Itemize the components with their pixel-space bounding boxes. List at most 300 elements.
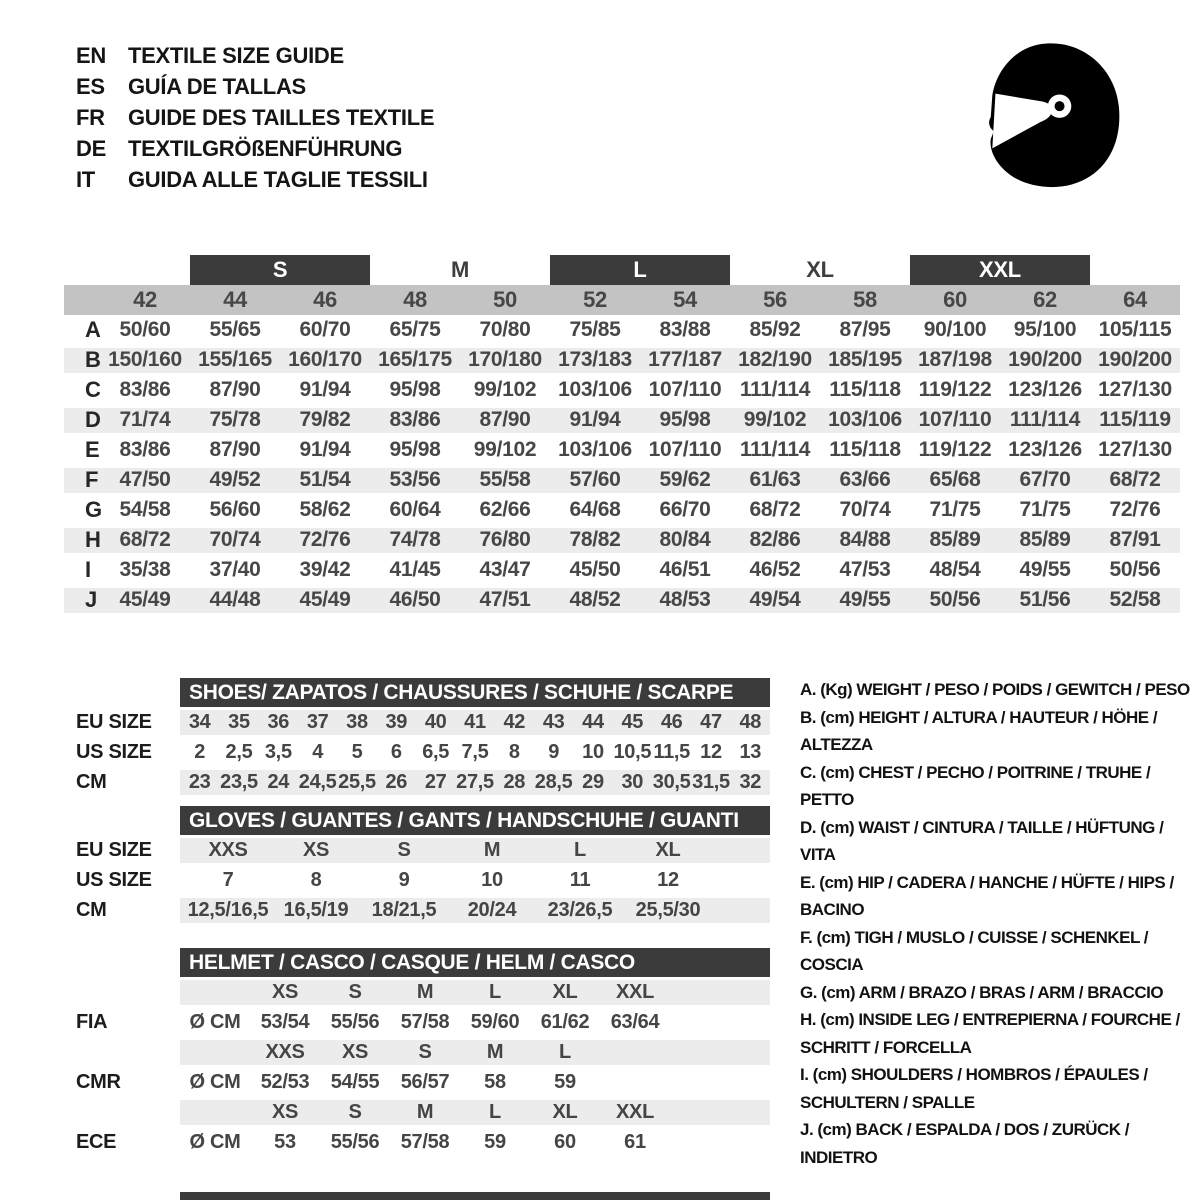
helmet-section-title: HELMET / CASCO / CASQUE / HELM / CASCO (189, 951, 635, 974)
size-number-row (64, 285, 1180, 315)
shoes-row (180, 707, 770, 737)
shoes-row (180, 767, 770, 797)
legend-item: H. (cm) INSIDE LEG / ENTREPIERNA / FOURCHE / SCHRITT / FORCELLA (800, 1010, 1180, 1057)
legend-item: D. (cm) WAIST / CINTURA / TAILLE / HÜFTUNG / VITA (800, 817, 1164, 864)
size-cell: 49/55 (839, 588, 891, 611)
shoes-cell: 34 (188, 711, 211, 733)
size-cell: 91/94 (569, 408, 621, 431)
size-number-cell: 42 (133, 287, 157, 312)
size-cell: 46/51 (659, 558, 711, 581)
language-code: FR (76, 105, 105, 130)
gloves-cell: 7 (222, 869, 234, 891)
size-cell: 64/68 (569, 498, 621, 521)
helmet-value-cell: 58 (484, 1071, 506, 1093)
gloves-row (180, 835, 770, 865)
diameter-label: Ø CM (189, 1011, 241, 1033)
size-cell: 47/53 (839, 558, 891, 581)
shoes-cell: 5 (351, 741, 363, 763)
size-cell: 50/56 (1109, 558, 1161, 581)
size-cell: 83/86 (119, 438, 171, 461)
helmet-size-cell: S (348, 981, 362, 1003)
size-number-cell: 64 (1123, 287, 1147, 312)
shoes-cell: 28 (503, 771, 526, 793)
size-number-cell: 58 (853, 287, 877, 312)
size-cell: 119/122 (918, 438, 992, 461)
shoes-cell: 31,5 (692, 771, 730, 793)
helmet-size-cell: S (418, 1041, 432, 1063)
shoes-cell: 24 (267, 771, 290, 793)
measurement-row (64, 525, 1180, 555)
language-code: IT (76, 167, 95, 192)
row-label: G (85, 497, 102, 522)
guide-title: TEXTILGRÖßENFÜHRUNG (128, 136, 403, 161)
shoes-cell: 40 (424, 711, 447, 733)
helmet-value-cell: 57/58 (400, 1011, 450, 1033)
size-cell: 190/200 (1008, 348, 1082, 371)
language-row (76, 102, 434, 133)
gloves-cell: 23/26,5 (547, 899, 613, 921)
measurement-row (64, 555, 1180, 585)
row-label: C (85, 377, 101, 402)
legend-item: J. (cm) BACK / ESPALDA / DOS / ZURÜCK / INDIETRO (800, 1120, 1130, 1167)
size-cell: 71/75 (929, 498, 981, 521)
size-cell: 170/180 (468, 348, 542, 371)
size-cell: 91/94 (299, 378, 351, 401)
row-label: J (85, 587, 97, 612)
gloves-row (180, 865, 770, 895)
row-label: D (85, 407, 101, 432)
size-cell: 49/54 (749, 588, 801, 611)
row-label: F (85, 467, 99, 492)
size-cell: 185/195 (828, 348, 902, 371)
shoes-cell: 35 (228, 711, 250, 733)
helmet-value-cell: 55/56 (330, 1131, 380, 1153)
guide-title: GUIDE DES TAILLES TEXTILE (128, 105, 435, 130)
gloves-cell: 10 (481, 869, 503, 891)
measurement-legend (800, 676, 1198, 1171)
size-cell: 66/70 (659, 498, 711, 521)
shoes-cell: 30 (621, 771, 644, 793)
shoes-cell: 37 (306, 711, 329, 733)
size-cell: 72/76 (299, 528, 351, 551)
helmet-values-row (180, 1127, 770, 1157)
helmet-value-cell: 60 (554, 1131, 576, 1153)
helmet-size-cell: XXS (265, 1041, 305, 1063)
size-cell: 45/49 (119, 588, 171, 611)
shoes-cell: 39 (385, 711, 408, 733)
size-cell: 80/84 (659, 528, 711, 551)
size-cell: 85/89 (929, 528, 981, 551)
language-row (76, 71, 434, 102)
size-cell: 190/200 (1098, 348, 1172, 371)
size-cell: 67/70 (1019, 468, 1071, 491)
size-number-cell: 52 (583, 287, 607, 312)
language-code: ES (76, 74, 105, 99)
shoes-cell: 30,5 (652, 771, 691, 793)
size-cell: 71/74 (119, 408, 171, 431)
helmet-size-cell: XL (552, 1101, 578, 1123)
row-label: E (85, 437, 100, 462)
shoes-cell: 6,5 (422, 741, 450, 763)
size-cell: 107/110 (648, 378, 722, 401)
shoes-cell: 23 (188, 771, 211, 793)
size-cell: 68/72 (119, 528, 171, 551)
size-cell: 70/80 (479, 318, 531, 341)
shoes-cell: 7,5 (461, 741, 489, 763)
standard-label: FIA (76, 1011, 108, 1033)
size-cell: 71/75 (1019, 498, 1071, 521)
helmet-sizes-row (180, 1037, 770, 1067)
size-cell: 46/52 (749, 558, 801, 581)
shoes-cell: 6 (390, 741, 402, 763)
helmet-size-cell: XXL (616, 1101, 654, 1123)
helmet-size-cell: S (348, 1101, 362, 1123)
size-cell: 83/86 (119, 378, 171, 401)
shoes-cell: 2 (194, 741, 206, 763)
shoes-cell: 24,5 (298, 771, 337, 793)
shoes-cell: 46 (660, 711, 683, 733)
language-code: DE (76, 136, 106, 161)
helmet-empty-cell (180, 1037, 250, 1067)
helmet-size-cell: XL (552, 981, 578, 1003)
gloves-cell: M (483, 839, 501, 861)
shoes-cell: 10 (582, 741, 604, 763)
measurement-row (64, 495, 1180, 525)
measurement-row (64, 315, 1180, 345)
size-cell: 35/38 (119, 558, 171, 581)
gloves-cell: 11 (569, 869, 591, 891)
helmet-value-cell: 56/57 (400, 1071, 450, 1093)
language-code: EN (76, 43, 106, 68)
size-cell: 43/47 (479, 558, 531, 581)
size-cell: 99/102 (473, 438, 537, 461)
helmet-icon (972, 28, 1144, 200)
helmet-size-cell: XXL (616, 981, 654, 1003)
helmet-empty-cell (180, 1097, 250, 1127)
shoes-cell: 32 (739, 771, 762, 793)
size-cell: 65/68 (929, 468, 981, 491)
legend-item: E. (cm) HIP / CADERA / HANCHE / HÜFTE / HIPS / BACINO (800, 872, 1174, 919)
size-cell: 72/76 (1109, 498, 1161, 521)
helmet-section-header (180, 948, 770, 977)
shoes-cell: 43 (542, 711, 565, 733)
gloves-row-label: EU SIZE (76, 839, 152, 861)
size-cell: 103/106 (558, 438, 632, 461)
size-cell: 87/90 (209, 378, 261, 401)
size-cell: 50/60 (119, 318, 171, 341)
gloves-cell: 12 (657, 869, 679, 891)
gloves-cell: 9 (398, 869, 410, 891)
size-cell: 155/165 (198, 348, 272, 371)
gloves-cell: 8 (310, 869, 322, 891)
gloves-row-label: CM (76, 899, 107, 921)
shoes-cell: 25,5 (338, 771, 376, 793)
size-cell: 55/58 (479, 468, 531, 491)
gloves-cell: 25,5/30 (635, 899, 701, 921)
shoes-cell: 13 (739, 741, 762, 763)
size-cell: 115/118 (829, 438, 901, 461)
legend-item: C. (cm) CHEST / PECHO / POITRINE / TRUHE / PETTO (800, 762, 1151, 809)
measurement-row (64, 405, 1180, 435)
size-number-cell: 50 (493, 287, 517, 312)
guide-title: GUIDA ALLE TAGLIE TESSILI (128, 167, 428, 192)
size-cell: 51/54 (299, 468, 351, 491)
size-cell: 45/49 (299, 588, 351, 611)
shoes-cell: 28,5 (534, 771, 573, 793)
size-cell: 65/75 (389, 318, 441, 341)
guide-title: GUÍA DE TALLAS (128, 74, 306, 99)
gloves-row-label: US SIZE (76, 869, 152, 891)
size-cell: 75/85 (569, 318, 621, 341)
language-title-list (76, 40, 434, 195)
size-number-cell: 44 (223, 287, 247, 312)
gloves-section-title: GLOVES / GUANTES / GANTS / HANDSCHUHE / GUANTI (189, 809, 739, 832)
helmet-size-cell: L (559, 1041, 571, 1063)
size-cell: 48/53 (659, 588, 711, 611)
size-cell: 123/126 (1008, 438, 1082, 461)
measurement-row (64, 585, 1180, 615)
size-cell: 107/110 (648, 438, 722, 461)
size-cell: 68/72 (749, 498, 801, 521)
legend-item: F. (cm) TIGH / MUSLO / CUISSE / SCHENKEL / COSCIA (800, 927, 1149, 974)
size-cell: 111/114 (739, 378, 811, 401)
helmet-sizes-row (180, 977, 770, 1007)
helmet-size-cell: M (416, 1101, 434, 1123)
size-cell: 50/56 (929, 588, 981, 611)
size-cell: 61/63 (749, 468, 801, 491)
legend-item: I. (cm) SHOULDERS / HOMBROS / ÉPAULES / SCHULTERN / SPALLE (800, 1065, 1148, 1112)
size-cell: 95/100 (1013, 318, 1077, 341)
size-cell: 76/80 (479, 528, 531, 551)
bottom-cutoff-bar (180, 1192, 770, 1200)
helmet-value-cell: 61 (624, 1131, 646, 1153)
size-cell: 173/183 (558, 348, 632, 371)
helmet-size-cell: L (489, 1101, 501, 1123)
shoes-cell: 47 (700, 711, 722, 733)
size-cell: 103/106 (828, 408, 902, 431)
size-cell: 95/98 (389, 378, 441, 401)
size-number-cell: 48 (403, 287, 427, 312)
size-number-cell: 46 (313, 287, 337, 312)
size-cell: 105/115 (1098, 318, 1172, 341)
size-cell: 103/106 (558, 378, 632, 401)
shoes-cell: 8 (508, 741, 520, 763)
size-number-cell: 54 (673, 287, 697, 312)
size-cell: 75/78 (209, 408, 261, 431)
size-cell: 99/102 (473, 378, 537, 401)
helmet-size-cell: L (489, 981, 501, 1003)
size-cell: 85/89 (1019, 528, 1071, 551)
size-cell: 68/72 (1109, 468, 1161, 491)
size-cell: 49/55 (1019, 558, 1071, 581)
shoes-row-label: EU SIZE (76, 711, 152, 733)
size-cell: 177/187 (648, 348, 722, 371)
shoes-cell: 23,5 (220, 771, 258, 793)
diameter-label: Ø CM (189, 1131, 241, 1153)
shoes-section-header (180, 678, 770, 707)
size-number-cell: 56 (763, 287, 787, 312)
corner-cell (64, 285, 100, 315)
helmet-value-cell: 59 (484, 1131, 506, 1153)
size-cell: 91/94 (299, 438, 351, 461)
gloves-cell: 12,5/16,5 (187, 899, 269, 921)
size-cell: 115/119 (1099, 408, 1171, 431)
size-cell: 58/62 (299, 498, 351, 521)
gloves-cell: XS (302, 839, 330, 861)
size-cell: 57/60 (569, 468, 621, 491)
helmet-value-cell: 59/60 (470, 1011, 520, 1033)
size-group-m: M (450, 257, 470, 282)
helmet-sizes-row (180, 1097, 770, 1127)
gloves-section-header (180, 806, 770, 835)
size-cell: 39/42 (299, 558, 351, 581)
shoes-cell: 26 (385, 771, 408, 793)
shoes-cell: 45 (621, 711, 644, 733)
size-cell: 56/60 (209, 498, 261, 521)
shoes-cell: 27,5 (456, 771, 494, 793)
size-cell: 54/58 (119, 498, 171, 521)
size-group-l: L (550, 255, 730, 285)
diameter-label: Ø CM (189, 1071, 241, 1093)
size-cell: 41/45 (389, 558, 441, 581)
shoes-cell: 3,5 (264, 741, 292, 763)
shoes-section-title: SHOES/ ZAPATOS / CHAUSSURES / SCHUHE / SCARPE (189, 681, 734, 704)
size-cell: 182/190 (738, 348, 812, 371)
shoes-cell: 4 (312, 741, 324, 763)
size-cell: 46/50 (389, 588, 441, 611)
size-cell: 74/78 (389, 528, 441, 551)
size-cell: 87/91 (1109, 528, 1161, 551)
shoes-cell: 9 (548, 741, 560, 763)
size-cell: 78/82 (569, 528, 621, 551)
helmet-value-cell: 63/64 (610, 1011, 660, 1033)
shoes-cell: 48 (739, 711, 762, 733)
gloves-cell: XL (655, 839, 681, 861)
shoes-cell: 41 (464, 711, 486, 733)
helmet-size-cell: M (486, 1041, 504, 1063)
helmet-value-cell: 57/58 (400, 1131, 450, 1153)
size-cell: 95/98 (389, 438, 441, 461)
shoes-cell: 10,5 (613, 741, 652, 763)
size-cell: 60/64 (389, 498, 441, 521)
shoes-row (180, 737, 770, 767)
row-label: H (85, 527, 101, 552)
size-cell: 70/74 (209, 528, 261, 551)
size-cell: 127/130 (1098, 378, 1172, 401)
language-row (76, 164, 434, 195)
size-cell: 87/90 (479, 408, 531, 431)
standard-label: CMR (76, 1071, 121, 1093)
shoes-cell: 27 (424, 771, 447, 793)
helmet-size-cell: XS (271, 981, 299, 1003)
size-cell: 95/98 (659, 408, 711, 431)
size-cell: 52/58 (1109, 588, 1161, 611)
size-cell: 87/90 (209, 438, 261, 461)
size-cell: 107/110 (918, 408, 992, 431)
size-cell: 160/170 (288, 348, 362, 371)
size-cell: 47/51 (479, 588, 531, 611)
shoes-cell: 38 (346, 711, 368, 733)
size-group-header-row (64, 255, 1180, 285)
helmet-value-cell: 59 (554, 1071, 576, 1093)
measurement-row (64, 345, 1180, 375)
size-group-xl: XL (806, 257, 834, 282)
gloves-cell: 16,5/19 (283, 899, 349, 921)
size-cell: 59/62 (659, 468, 711, 491)
row-label: B (85, 347, 101, 372)
size-cell: 51/56 (1019, 588, 1071, 611)
size-cell: 115/118 (829, 378, 901, 401)
gloves-cell: 20/24 (467, 899, 517, 921)
size-cell: 84/88 (839, 528, 891, 551)
helmet-size-cell: M (416, 981, 434, 1003)
textile-size-table (64, 255, 1180, 615)
size-cell: 49/52 (209, 468, 261, 491)
size-cell: 55/65 (209, 318, 261, 341)
measurement-rows (64, 315, 1180, 615)
helmet-size-cell: XS (271, 1101, 299, 1123)
size-cell: 48/52 (569, 588, 621, 611)
size-cell: 37/40 (209, 558, 261, 581)
shoes-cell: 11,5 (653, 741, 690, 763)
guide-title: TEXTILE SIZE GUIDE (128, 43, 344, 68)
size-group-xxl: XXL (910, 255, 1090, 285)
size-cell: 111/114 (739, 438, 811, 461)
size-cell: 127/130 (1098, 438, 1172, 461)
gloves-cell: 18/21,5 (371, 899, 437, 921)
legend-item: A. (Kg) WEIGHT / PESO / POIDS / GEWITCH / PESO (800, 680, 1190, 699)
helmet-size-cell: XS (341, 1041, 369, 1063)
language-row (76, 133, 434, 164)
size-cell: 70/74 (839, 498, 891, 521)
shoes-cell: 42 (503, 711, 526, 733)
size-number-cell: 60 (943, 287, 967, 312)
size-number-cell: 62 (1033, 287, 1057, 312)
helmet-value-cell: 52/53 (260, 1071, 310, 1093)
measurement-row (64, 465, 1180, 495)
size-cell: 82/86 (749, 528, 801, 551)
language-row (76, 40, 434, 71)
shoes-cell: 2,5 (225, 741, 253, 763)
size-group-s: S (190, 255, 370, 285)
size-cell: 48/54 (929, 558, 981, 581)
helmet-values-row (180, 1007, 770, 1037)
shoes-cell: 12 (700, 741, 722, 763)
shoes-row-label: CM (76, 771, 107, 793)
helmet-value-cell: 53 (274, 1131, 296, 1153)
size-cell: 44/48 (209, 588, 261, 611)
size-cell: 79/82 (299, 408, 351, 431)
gloves-cell: L (574, 839, 586, 861)
measurement-row (64, 375, 1180, 405)
standard-label: ECE (76, 1131, 117, 1153)
size-cell: 85/92 (749, 318, 801, 341)
gloves-row (180, 895, 770, 925)
size-cell: 62/66 (479, 498, 531, 521)
size-cell: 119/122 (918, 378, 992, 401)
size-cell: 111/114 (1009, 408, 1081, 431)
shoes-cell: 29 (582, 771, 604, 793)
shoes-row-label: US SIZE (76, 741, 152, 763)
legend-item: B. (cm) HEIGHT / ALTURA / HAUTEUR / HÖHE / ALTEZZA (800, 707, 1158, 754)
size-cell: 87/95 (839, 318, 891, 341)
legend-item: G. (cm) ARM / BRAZO / BRAS / ARM / BRACCIO (800, 982, 1164, 1002)
shoes-cell: 44 (582, 711, 604, 733)
size-cell: 47/50 (119, 468, 171, 491)
gloves-cell: XXS (208, 839, 248, 861)
helmet-value-cell: 55/56 (330, 1011, 380, 1033)
size-cell: 123/126 (1008, 378, 1082, 401)
